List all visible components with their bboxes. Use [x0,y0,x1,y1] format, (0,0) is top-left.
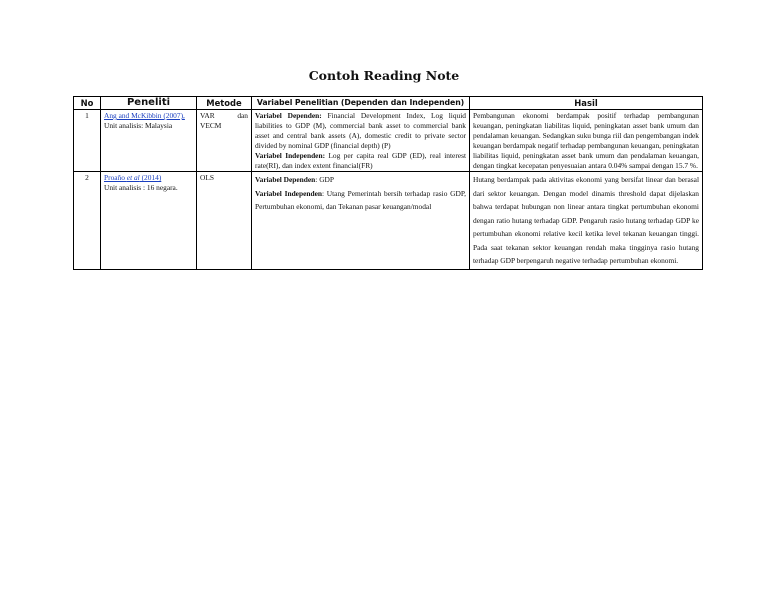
peneliti-cell [101,172,197,270]
independent-text: Log per capita real GDP (ED), real interest rate(RI), dan index extent financial(FR) [255,150,467,170]
table-header-row [74,97,703,110]
hasil-cell: Pembangunan ekonomi berdampak positif terhadap pembangunan keuangan, peningkatan liabilitas liquid, peningkatan asset bank umum dan pendalaman keuangan. Sedangkan suku bunga riil dan pengembangan indek keuangan berdampak negatif terhadap pembangunan keuangan, peningkatan liabilitas liquid, peningkatan asset bank umum dan pendalaman keuangan, dengan tingkat kecepatan penyesuaian antara 0.04% sampai dengan 15.7 %. [470,110,703,172]
header-variabel: Variabel Penelitian (Dependen dan Independen) [252,97,470,110]
variabel-cell [252,110,470,172]
header-hasil: Hasil [470,97,703,110]
unit-analisis: Unit analisis : 16 negara. [104,183,178,193]
metode-cell: OLS [197,172,252,270]
dependent-text: : GDP [315,175,334,185]
table-row [74,172,703,270]
header-no: No [74,97,101,110]
variabel-cell [252,172,470,270]
header-metode: Metode [197,97,252,110]
dependent-label: Variabel Dependen: [255,111,322,120]
independent-label: Variabel Independen: [255,150,326,160]
row-number: 2 [74,172,101,270]
table-row [74,110,703,172]
independent-label: Variabel Independen [255,188,322,198]
row-number: 1 [74,110,101,172]
metode-cell: VAR dan VECM [197,110,252,172]
author-link[interactable]: Proaño et al (2014) [104,173,162,183]
hasil-cell: Hutang berdampak pada aktivitas ekonomi yang bersifat linear dan berasal dari sektor keuangan. Dengan model dinamis threshold dapat dijelaskan bahwa terdapat hubungan non linear antara tingkat pertumbuhan ekonomi dengan ratio hutang terhadap GDP. Pengaruh rasio hutang terhadap GDP ke pertumbuhan ekonomi relative kecil ketika level tekanan keuangan tinggi. Pada saat tekanan sektor keuangan rendah maka tingginya rasio hutang terhadap GDP berpengaruh negative terhadap pertumbuhan ekonomi. [470,172,703,270]
page-title: Contoh Reading Note [308,68,460,83]
unit-analisis: Unit analisis: Malaysia [104,120,173,130]
dependent-label: Variabel Dependen [255,175,316,185]
reading-note-table [73,96,703,270]
independent-text: : Utang Pemerintah bersih terhadap rasio GDP, Pertumbuhan ekonomi, dan Tekanan pasar keuangan/modal [255,188,466,212]
header-peneliti: Peneliti [101,97,197,110]
peneliti-cell [101,110,197,172]
author-link[interactable]: Ang and McKibbin (2007), [104,111,185,120]
dependent-text: Financial Development Index, Log liquid liabilities to GDP (M), commercial bank asset to commercial bank asset and central bank assets (A), domestic credit to private sector divided by nominal GDP (financial depth) (P) [255,111,466,150]
